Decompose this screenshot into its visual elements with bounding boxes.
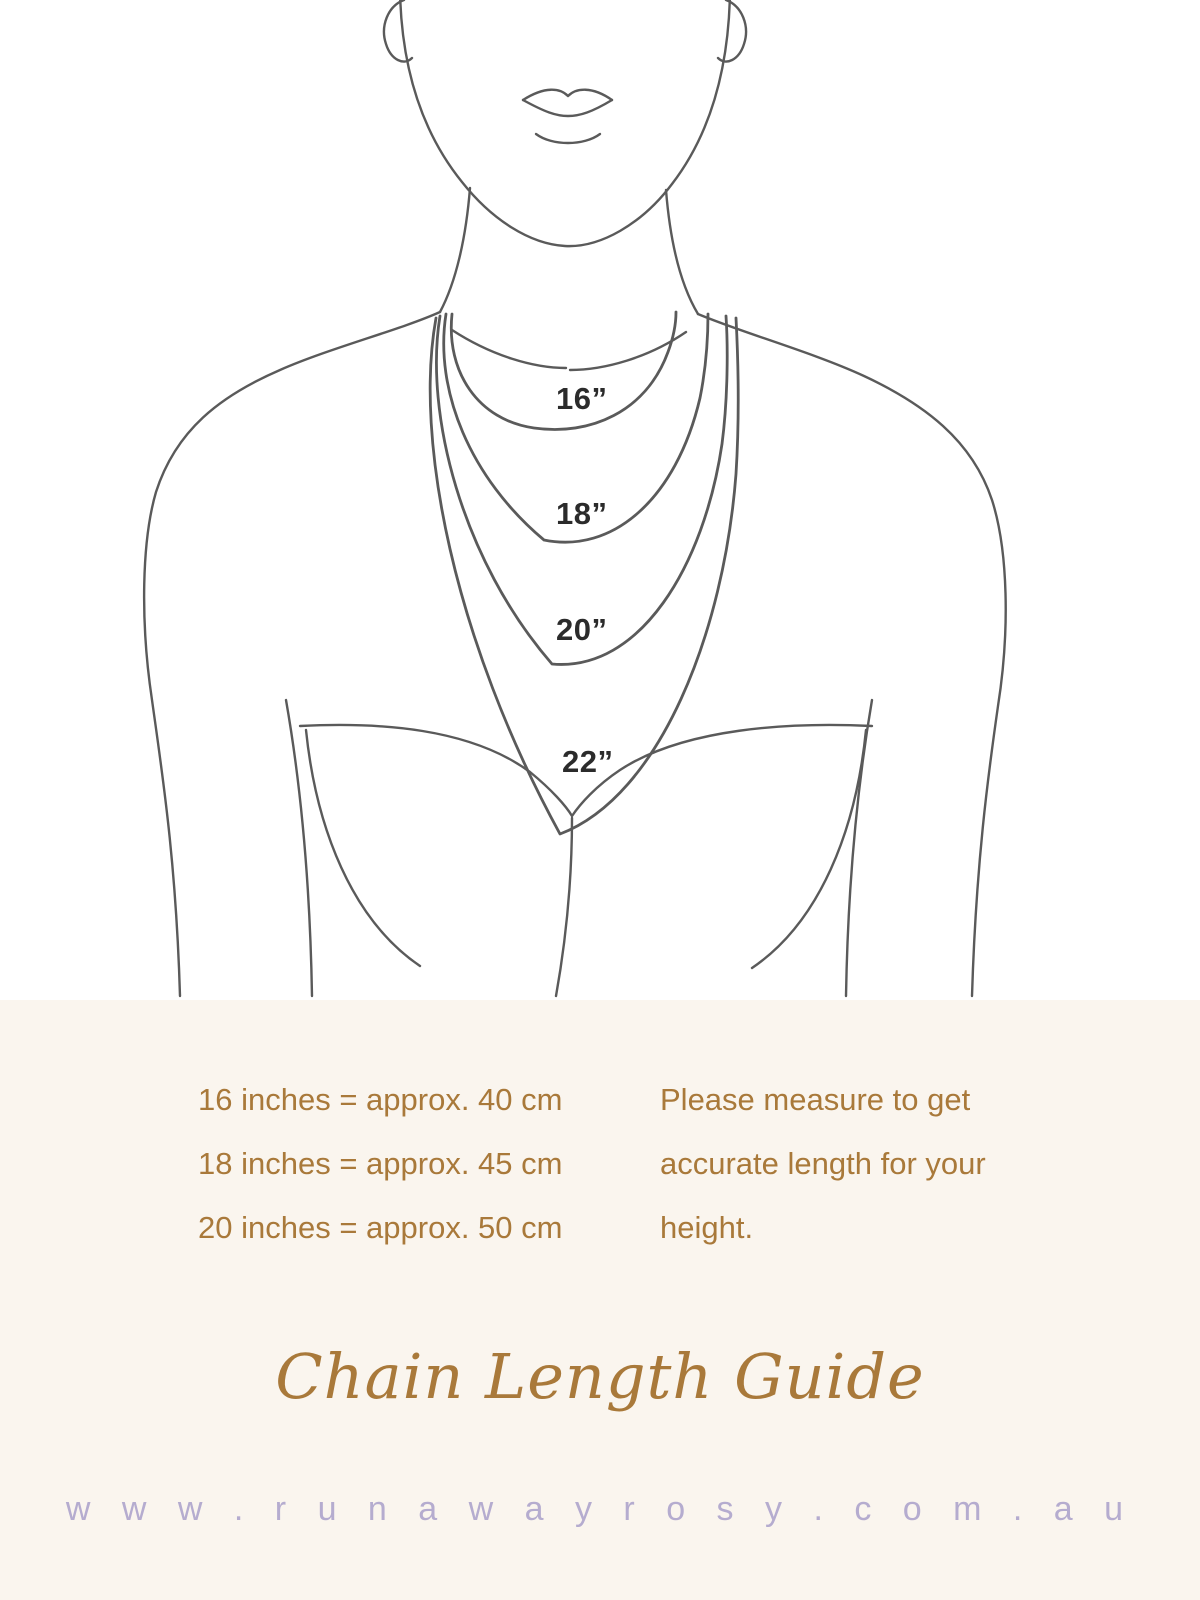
necklace-length-label-22: 22” bbox=[562, 744, 614, 779]
necklace-length-label-18: 18” bbox=[556, 496, 608, 531]
conversion-item: 16 inches = approx. 40 cm bbox=[198, 1082, 563, 1117]
necklace-length-label-20: 20” bbox=[556, 612, 608, 647]
conversion-list bbox=[198, 1068, 618, 1260]
necklace-length-label-16: 16” bbox=[556, 381, 608, 416]
conversion-item: 18 inches = approx. 45 cm bbox=[198, 1146, 563, 1181]
guide-title: Chain Length Guide bbox=[275, 1340, 925, 1413]
conversion-item: 20 inches = approx. 50 cm bbox=[198, 1210, 563, 1245]
website-url: w w w . r u n a w a y r o s y . c o m . a u bbox=[65, 1490, 1135, 1528]
measure-note: Please measure to get accurate length for your height. bbox=[660, 1082, 986, 1245]
info-panel bbox=[0, 1000, 1200, 1600]
